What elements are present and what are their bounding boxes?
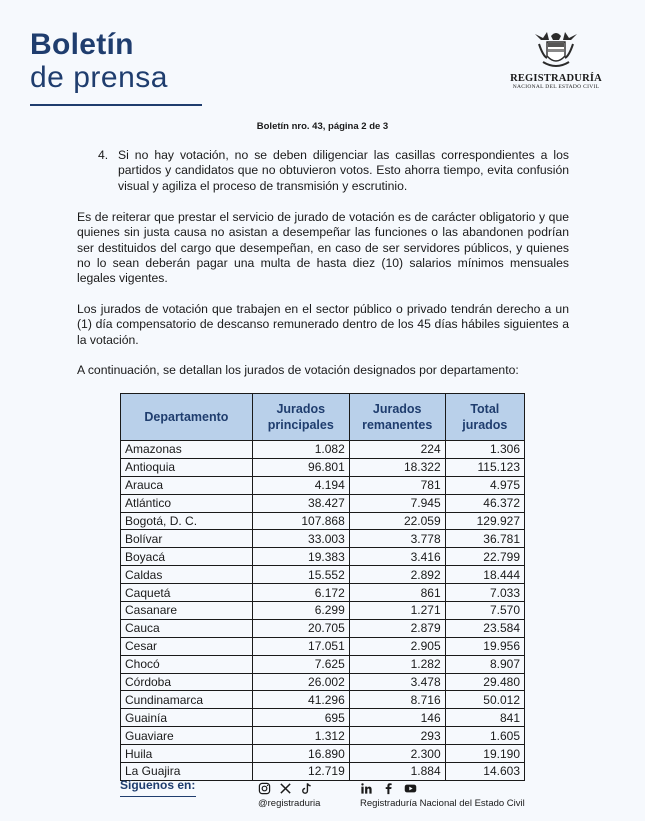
cell-remanentes: 8.716 [349,691,445,709]
logo-name: REGISTRADURÍA [510,73,602,84]
cell-total: 46.372 [445,494,524,512]
cell-department: La Guajira [121,763,253,781]
paragraph-obligation [77,210,569,286]
cell-principales: 6.299 [252,602,349,620]
footer [0,778,645,818]
table-row [121,727,525,745]
cell-principales: 107.868 [252,512,349,530]
cell-principales: 20.705 [252,619,349,637]
cell-total: 129.927 [445,512,524,530]
cell-remanentes: 1.884 [349,763,445,781]
table-row [121,584,525,602]
cell-remanentes: 781 [349,476,445,494]
org-name[interactable]: Registraduría Nacional del Estado Civil [360,798,525,809]
cell-remanentes: 2.879 [349,619,445,637]
cell-remanentes: 2.892 [349,566,445,584]
header-total: Total jurados [445,394,524,441]
cell-remanentes: 2.300 [349,745,445,763]
cell-total: 14.603 [445,763,524,781]
cell-remanentes: 3.416 [349,548,445,566]
header-divider [30,104,202,106]
table-header-row [121,394,525,441]
table-row [121,476,525,494]
cell-department: Caquetá [121,584,253,602]
cell-principales: 7.625 [252,655,349,673]
cell-department: Cundinamarca [121,691,253,709]
cell-total: 22.799 [445,548,524,566]
cell-total: 841 [445,709,524,727]
cell-department: Arauca [121,476,253,494]
cell-department: Cauca [121,619,253,637]
header-principales: Jurados principales [252,394,349,441]
paragraph-compensation [77,302,569,348]
cell-total: 8.907 [445,655,524,673]
table-row [121,673,525,691]
cell-principales: 12.719 [252,763,349,781]
title-line-1: Boletín [30,28,134,61]
cell-department: Bolívar [121,530,253,548]
cell-total: 19.190 [445,745,524,763]
cell-total: 1.306 [445,441,524,459]
cell-principales: 41.296 [252,691,349,709]
cell-department: Atlántico [121,494,253,512]
cell-remanentes: 2.905 [349,637,445,655]
registraduria-logo [506,30,606,90]
table-row [121,530,525,548]
cell-total: 36.781 [445,530,524,548]
cell-department: Bogotá, D. C. [121,512,253,530]
cell-total: 115.123 [445,458,524,476]
cell-department: Guainía [121,709,253,727]
cell-department: Antioquia [121,458,253,476]
cell-principales: 1.312 [252,727,349,745]
cell-principales: 16.890 [252,745,349,763]
cell-total: 4.975 [445,476,524,494]
list-item-text: Si no hay votación, no se deben diligenciar las casillas correspondientes a los partidos y candidatos que no obtuvieron votos. Esto ahorra tiempo, evita confusión visual y agiliza el proceso de transmisión y escrutinio. [118,148,569,193]
cell-department: Huila [121,745,253,763]
cell-principales: 33.003 [252,530,349,548]
cell-remanentes: 1.271 [349,602,445,620]
table-row [121,566,525,584]
paragraph-1: Es de reiterar que prestar el servicio de jurado de votación es de carácter obligatorio y que quienes sin justa causa no asistan a desempeñar las funciones o las abandonen podrían ser destituidos del cargo que desempeñan, en caso de ser servidores públicos, y quienes no lo sean deberán pagar una multa de hasta diez (10) salarios mínimos mensuales legales vigentes. [77,210,569,286]
cell-total: 7.570 [445,602,524,620]
table-row [121,512,525,530]
cell-total: 1.605 [445,727,524,745]
list-item [98,148,569,194]
cell-department: Cesar [121,637,253,655]
table-row [121,441,525,459]
table-row [121,619,525,637]
cell-total: 19.956 [445,637,524,655]
coat-of-arms-icon [533,30,579,72]
cell-department: Caldas [121,566,253,584]
cell-remanentes: 1.282 [349,655,445,673]
table-row [121,709,525,727]
cell-remanentes: 7.945 [349,494,445,512]
cell-remanentes: 861 [349,584,445,602]
cell-principales: 19.383 [252,548,349,566]
paragraph-intro-table [77,363,569,378]
follow-underline [120,796,196,797]
bulletin-number: Boletín nro. 43, página 2 de 3 [256,121,389,132]
paragraph-2: Los jurados de votación que trabajen en el sector público o privado tendrán derecho a un (1) día compensatorio de descanso remunerado dentro de los 45 días hábiles siguientes a la votación. [77,302,569,347]
cell-principales: 1.082 [252,441,349,459]
jurados-table [120,393,525,781]
table-row [121,655,525,673]
cell-total: 29.480 [445,673,524,691]
table-row [121,548,525,566]
cell-remanentes: 3.478 [349,673,445,691]
social-icons-right [360,782,417,795]
header-remanentes: Jurados remanentes [349,394,445,441]
table-row [121,745,525,763]
cell-department: Guaviare [121,727,253,745]
header-departamento: Departamento [121,394,253,441]
table-row [121,637,525,655]
cell-principales: 17.051 [252,637,349,655]
cell-department: Amazonas [121,441,253,459]
follow-label: Síguenos en: [120,778,196,792]
cell-total: 50.012 [445,691,524,709]
cell-remanentes: 18.322 [349,458,445,476]
cell-department: Chocó [121,655,253,673]
table-row [121,602,525,620]
list-item-number: 4. [98,148,109,162]
cell-remanentes: 293 [349,727,445,745]
cell-total: 18.444 [445,566,524,584]
cell-department: Boyacá [121,548,253,566]
cell-principales: 26.002 [252,673,349,691]
cell-remanentes: 146 [349,709,445,727]
title-line-2: de prensa [30,61,168,94]
youtube-icon[interactable] [404,782,417,795]
social-handle[interactable]: @registraduria [258,798,321,809]
social-icons-left [258,782,313,795]
header-title [30,28,168,94]
cell-department: Casanare [121,602,253,620]
table-row [121,494,525,512]
cell-remanentes: 22.059 [349,512,445,530]
logo-subtitle: NACIONAL DEL ESTADO CIVIL [512,84,600,90]
paragraph-3: A continuación, se detallan los jurados de votación designados por departamento: [77,363,519,377]
x-icon[interactable] [279,782,292,795]
table-row [121,691,525,709]
cell-principales: 4.194 [252,476,349,494]
cell-remanentes: 224 [349,441,445,459]
cell-remanentes: 3.778 [349,530,445,548]
facebook-icon[interactable] [382,782,395,795]
cell-total: 7.033 [445,584,524,602]
linkedin-icon[interactable] [360,782,373,795]
cell-principales: 15.552 [252,566,349,584]
cell-principales: 6.172 [252,584,349,602]
tiktok-icon[interactable] [300,782,313,795]
instagram-icon[interactable] [258,782,271,795]
table-row [121,458,525,476]
cell-principales: 695 [252,709,349,727]
cell-total: 23.584 [445,619,524,637]
cell-principales: 38.427 [252,494,349,512]
cell-principales: 96.801 [252,458,349,476]
cell-department: Córdoba [121,673,253,691]
